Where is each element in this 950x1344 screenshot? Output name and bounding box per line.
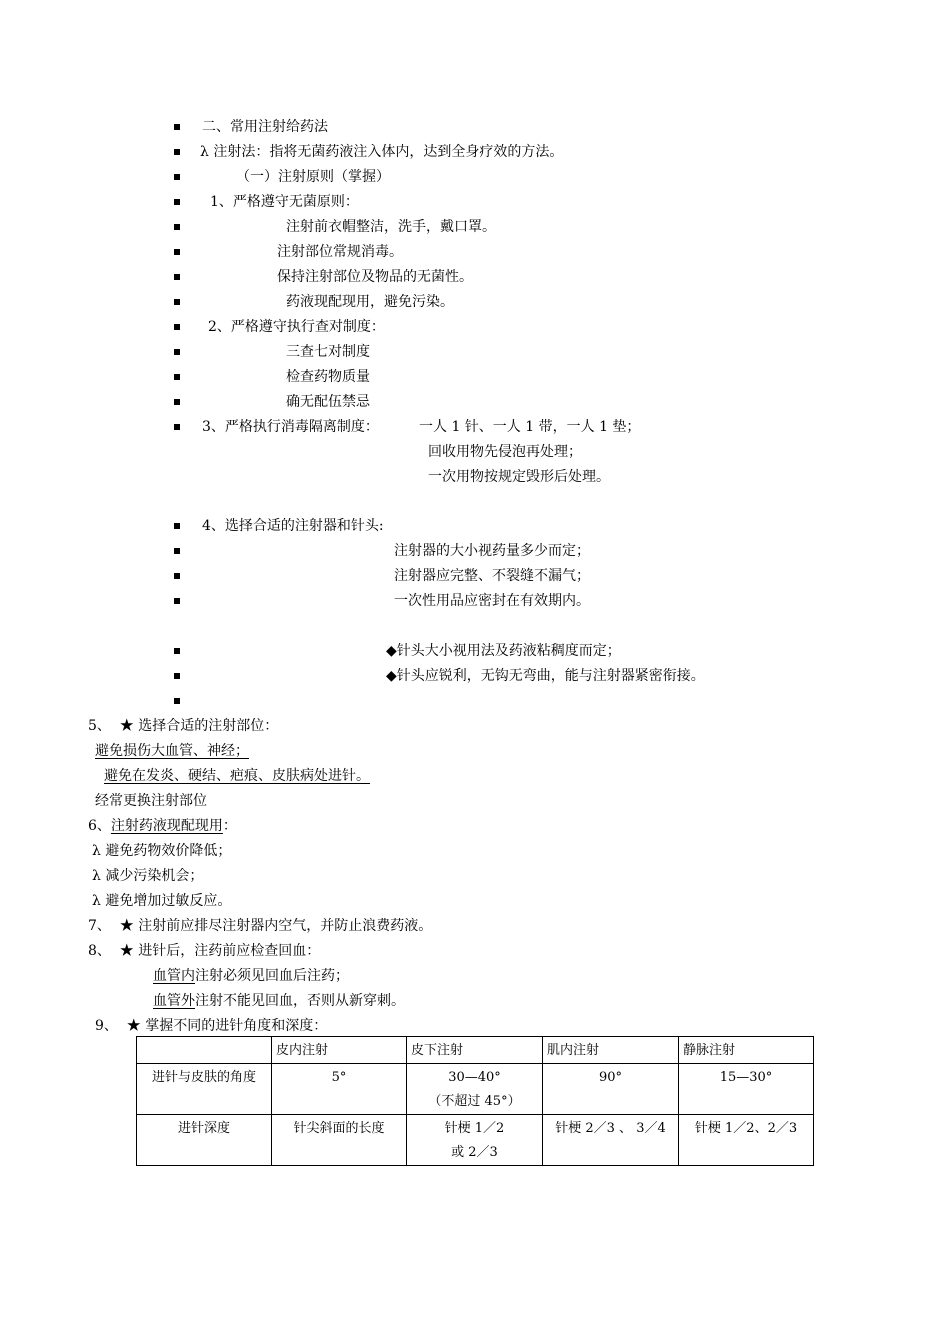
principle-8-item bbox=[153, 992, 405, 1010]
table-header-row bbox=[137, 1037, 814, 1064]
bullet bbox=[174, 124, 180, 130]
bullet bbox=[174, 399, 180, 405]
bullet bbox=[174, 648, 180, 654]
table-cell bbox=[407, 1115, 543, 1166]
bullet bbox=[174, 149, 180, 155]
extravascular-text: 注射不能见回血，否则从新穿刺。 bbox=[195, 993, 405, 1009]
bullet bbox=[174, 598, 180, 604]
table-cell-line: （不超过 45°） bbox=[428, 1094, 521, 1109]
principle-6-heading bbox=[88, 817, 237, 835]
table-cell: 针梗 1／2、2／3 bbox=[679, 1115, 814, 1166]
principle-8-item bbox=[153, 967, 349, 985]
table-cell: 针梗 2／3 、 3／4 bbox=[543, 1115, 679, 1166]
principle-1-item: 药液现配现用，避免污染。 bbox=[286, 294, 454, 310]
bullet bbox=[174, 274, 180, 280]
bullet bbox=[174, 698, 180, 704]
bullet bbox=[174, 349, 180, 355]
bullet bbox=[174, 174, 180, 180]
table-cell-line: 针梗 1／2 bbox=[444, 1121, 505, 1136]
table-header-cell bbox=[137, 1037, 272, 1064]
bullet bbox=[174, 199, 180, 205]
principle-6-item: λ 减少污染机会； bbox=[92, 868, 204, 884]
bullet bbox=[174, 548, 180, 554]
needle-item: ◆针头大小视用法及药液粘稠度而定； bbox=[386, 643, 621, 659]
table-row bbox=[137, 1115, 814, 1166]
bullet bbox=[174, 673, 180, 679]
principle-2-item: 检查药物质量 bbox=[286, 369, 370, 385]
principle-3-item: 一次用物按规定毁形后处理。 bbox=[428, 469, 610, 485]
section-heading: 二、常用注射给药法 bbox=[202, 119, 328, 135]
extravascular-label: 血管外 bbox=[153, 993, 195, 1009]
principle-5-item: 避免损伤大血管、神经； bbox=[95, 743, 249, 759]
intravascular-label: 血管内 bbox=[153, 968, 195, 984]
principle-6-colon: ： bbox=[222, 818, 237, 834]
principle-5-item: 经常更换注射部位 bbox=[95, 793, 207, 809]
principle-2-item: 三查七对制度 bbox=[286, 344, 370, 360]
principle-3-heading: 3、严格执行消毒隔离制度： bbox=[202, 419, 379, 435]
bullet bbox=[174, 299, 180, 305]
principle-3-item: 一人 1 针、一人 1 带，一人 1 垫； bbox=[419, 419, 641, 435]
principle-5-item: 避免在发炎、硬结、疤痕、皮肤病处进针。 bbox=[104, 768, 370, 784]
table-header-cell: 肌内注射 bbox=[543, 1037, 679, 1064]
table-header-cell: 皮内注射 bbox=[272, 1037, 407, 1064]
principle-7: 7、 ★ 注射前应排尽注射器内空气，并防止浪费药液。 bbox=[88, 918, 433, 934]
table-cell: 针尖斜面的长度 bbox=[272, 1115, 407, 1166]
table-row bbox=[137, 1064, 814, 1115]
table-cell: 15—30° bbox=[679, 1064, 814, 1115]
needle-item: ◆针头应锐利，无钩无弯曲，能与注射器紧密衔接。 bbox=[386, 668, 705, 684]
intravascular-text: 注射必须见回血后注药； bbox=[195, 968, 349, 984]
table-cell: 5° bbox=[272, 1064, 407, 1115]
principle-2-heading: 2、严格遵守执行查对制度： bbox=[208, 319, 385, 335]
table-cell: 进针与皮肤的角度 bbox=[137, 1064, 272, 1115]
principle-6-number: 6、 bbox=[88, 818, 111, 834]
bullet bbox=[174, 573, 180, 579]
principle-6-title: 注射药液现配现用 bbox=[110, 818, 223, 834]
bullet bbox=[174, 249, 180, 255]
principle-1-item: 注射部位常规消毒。 bbox=[277, 244, 403, 260]
principle-4-item: 注射器应完整、不裂缝不漏气； bbox=[394, 568, 590, 584]
principle-6-item: λ 避免药物效价降低； bbox=[92, 843, 232, 859]
principles-heading: （一）注射原则（掌握） bbox=[236, 169, 390, 185]
injection-table bbox=[136, 1036, 814, 1166]
table-cell-line: 或 2／3 bbox=[451, 1145, 498, 1160]
principle-4-heading: 4、选择合适的注射器和针头: bbox=[202, 518, 384, 534]
principle-1-item: 保持注射部位及物品的无菌性。 bbox=[277, 269, 473, 285]
principle-4-item: 一次性用品应密封在有效期内。 bbox=[394, 593, 590, 609]
bullet bbox=[174, 224, 180, 230]
principle-2-item: 确无配伍禁忌 bbox=[286, 394, 370, 410]
principle-3-item: 回收用物先侵泡再处理； bbox=[428, 444, 582, 460]
principle-8-heading: 8、 ★ 进针后，注药前应检查回血： bbox=[88, 943, 321, 959]
table-header-cell: 皮下注射 bbox=[407, 1037, 543, 1064]
table-cell bbox=[407, 1064, 543, 1115]
table-cell: 进针深度 bbox=[137, 1115, 272, 1166]
principle-9-heading: 9、 ★ 掌握不同的进针角度和深度： bbox=[95, 1018, 328, 1034]
principle-1-heading: 1、严格遵守无菌原则： bbox=[210, 194, 359, 210]
table-cell: 90° bbox=[543, 1064, 679, 1115]
table-cell-line: 30—40° bbox=[448, 1070, 501, 1085]
table-header-cell: 静脉注射 bbox=[679, 1037, 814, 1064]
principle-6-item: λ 避免增加过敏反应。 bbox=[92, 893, 232, 909]
injection-definition: λ 注射法：指将无菌药液注入体内，达到全身疗效的方法。 bbox=[200, 144, 564, 160]
principle-5-heading: 5、 ★ 选择合适的注射部位： bbox=[88, 718, 279, 734]
principle-1-item: 注射前衣帽整洁，洗手，戴口罩。 bbox=[286, 219, 496, 235]
principle-4-item: 注射器的大小视药量多少而定； bbox=[394, 543, 590, 559]
bullet bbox=[174, 424, 180, 430]
bullet bbox=[174, 374, 180, 380]
bullet bbox=[174, 324, 180, 330]
bullet bbox=[174, 523, 180, 529]
